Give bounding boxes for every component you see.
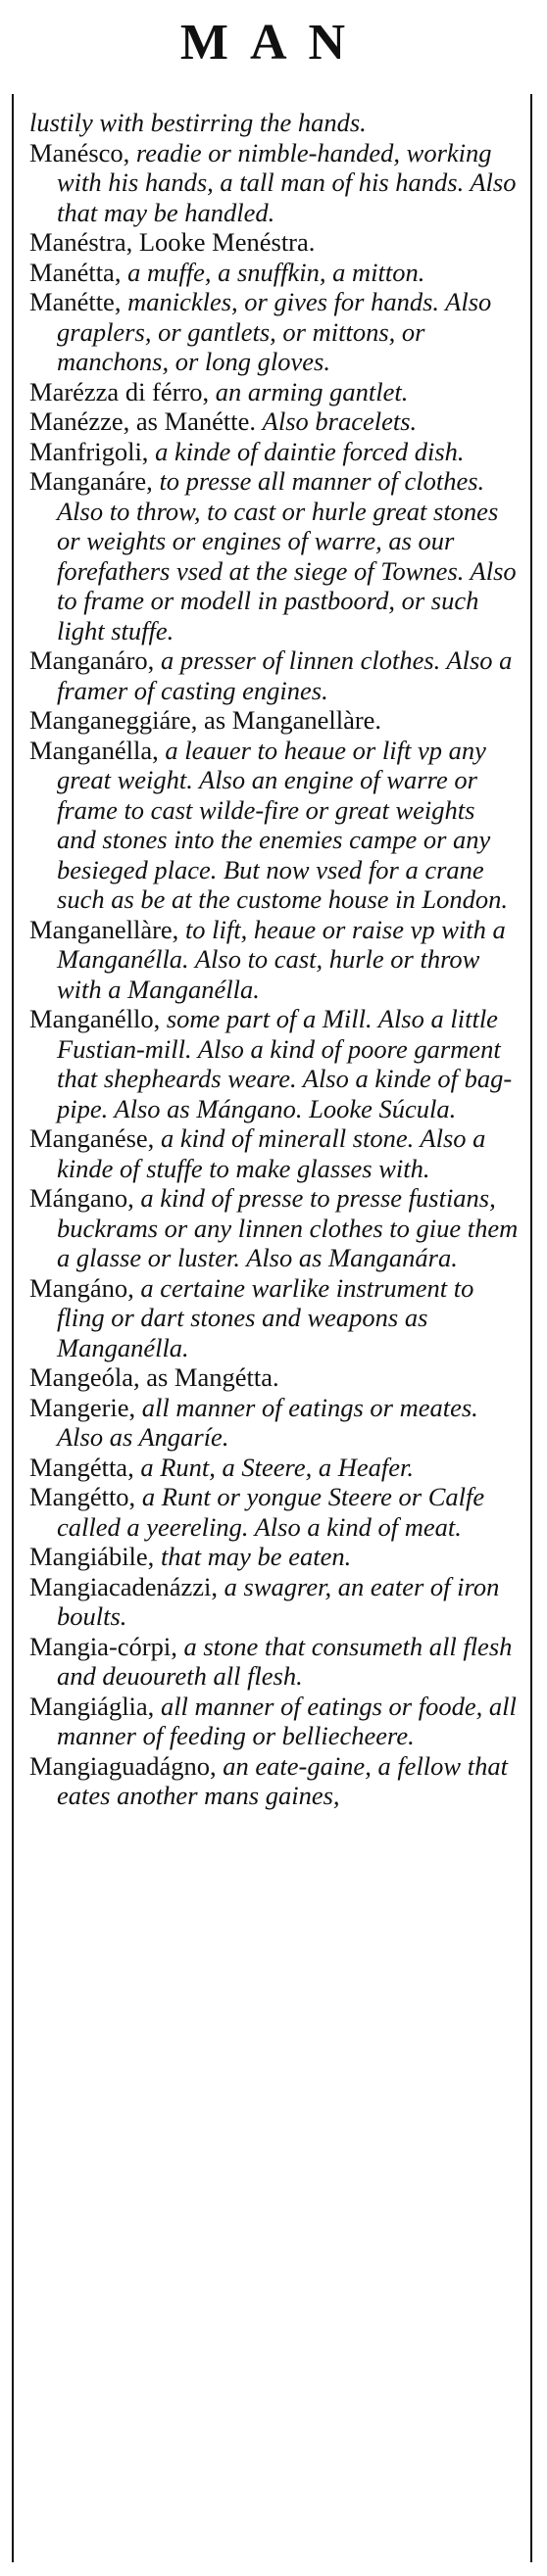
entry-definition: manickles, or gives for hands. Also graplers, or gantlets, or mittons, or manchons, or long gloves. [57, 287, 492, 376]
entry-definition: a swagrer, an eater of iron boults. [57, 1571, 500, 1631]
entry-headword: Manganéllo, [29, 1004, 161, 1033]
entry-definition: a presser of linnen clothes. Also a framer of casting engines. [57, 645, 513, 705]
entry-headword: Mangáno, [29, 1272, 134, 1303]
entry-definition: readie or nimble-handed, working with his hands, a tall man of his hands. Also that may be handled. [57, 137, 517, 227]
dictionary-entry [29, 1572, 520, 1632]
right-column-rule [530, 94, 532, 2562]
entry-headword: Marézza di férro, [29, 376, 210, 406]
entry-headword: Mangeóla, as Mangétta. [29, 1362, 279, 1392]
entry-definition: an eate-gaine, a fellow that eates another mans gaines, [57, 1750, 508, 1810]
entry-definition: all manner of eatings or foode, all manner of feeding or belliecheere. [57, 1691, 517, 1750]
page-header: MAN [179, 15, 368, 71]
dictionary-entry [29, 1123, 520, 1183]
dictionary-entry [29, 258, 520, 288]
dictionary-entries [29, 108, 520, 1811]
entry-headword: Mangiábile, [29, 1542, 155, 1571]
entry-headword: Mangiáglia, [29, 1691, 155, 1721]
entry-headword: Manganése, [29, 1123, 155, 1153]
entry-definition: Also bracelets. [262, 406, 418, 436]
entry-headword: Mangiaguadágno, [29, 1750, 217, 1781]
dictionary-entry [29, 1692, 520, 1751]
dictionary-entry [29, 406, 520, 437]
entry-headword: Manfrigoli, [29, 436, 149, 466]
dictionary-entry [29, 227, 520, 258]
entry-definition: a kinde of daintie forced dish. [155, 436, 465, 466]
entry-headword: Mangiacadenázzi, [29, 1571, 219, 1601]
entry-headword: Manganáre, [29, 466, 153, 496]
entry-headword: Mángano, [29, 1183, 134, 1213]
entry-definition: a kind of minerall stone. Also a kinde of stuffe to make glasses with. [57, 1123, 486, 1183]
dictionary-entry [29, 1453, 520, 1483]
entry-definition: a kind of presse to presse fustians, buckrams or any linnen clothes to giue them a glasse or luster. Also as Manganára. [57, 1183, 519, 1272]
entry-definition: a muffe, a snuffkin, a mitton. [127, 257, 425, 287]
entry-definition: that may be eaten. [160, 1542, 352, 1571]
dictionary-entry [29, 466, 520, 645]
entry-definition: some part of a Mill. Also a little Fustian-mill. Also a kind of poore garment that shepheards weare. Also a kinde of bag-pipe. Also as Mángano. Looke Súcula. [57, 1004, 513, 1123]
dictionary-entry [29, 736, 520, 915]
entry-definition: all manner of eatings or meates. Also as Angaríe. [57, 1392, 478, 1452]
entry-definition: a Runt or yongue Steere or Calfe called a yeereling. Also a kind of meat. [57, 1482, 485, 1542]
entry-headword: Manganellàre, [29, 914, 179, 944]
entry-headword: Manézze, as Manétte. [29, 406, 257, 436]
entry-definition: to lift, heaue or raise vp with a Manganélla. Also to cast, hurle or throw with a Manganélla. [57, 914, 506, 1004]
dictionary-entry [29, 1362, 520, 1393]
entry-definition: an arming gantlet. [215, 376, 409, 406]
entry-definition: lustily with bestirring the hands. [29, 108, 367, 137]
dictionary-entry [29, 138, 520, 228]
dictionary-entry [29, 645, 520, 705]
dictionary-entry [29, 287, 520, 377]
dictionary-entry [29, 1751, 520, 1811]
entry-headword: Manétta, [29, 257, 122, 287]
dictionary-entry [29, 1183, 520, 1273]
entry-headword: Manganélla, [29, 735, 159, 765]
entry-headword: Manésco, [29, 137, 130, 167]
dictionary-entry [29, 437, 520, 467]
entry-definition: a Runt, a Steere, a Heafer. [140, 1452, 415, 1482]
entry-headword: Manétte, [29, 287, 122, 316]
entry-headword: Mangétto, [29, 1482, 136, 1511]
entry-headword: Mangerie, [29, 1392, 136, 1422]
dictionary-entry [29, 1004, 520, 1123]
left-column-rule [12, 94, 14, 2562]
dictionary-entry [29, 705, 520, 736]
entry-definition: a leauer to heaue or lift vp any great weight. Also an engine of warre or frame to cast wilde-fire or great weights and stones into the enemies campe or any besieged place. But now vsed for a crane such as be at the custome house in London. [57, 735, 509, 914]
dictionary-entry [29, 1273, 520, 1363]
dictionary-entry [29, 1542, 520, 1572]
entry-headword: Manéstra, Looke Menéstra. [29, 227, 316, 257]
entry-headword: Manganáro, [29, 645, 155, 675]
entry-definition: to presse all manner of clothes. Also to throw, to cast or hurle great stones or weights or engines of warre, as our forefathers vsed at the siege of Townes. Also to frame or modell in pastboord, or such light stuffe. [57, 466, 517, 645]
dictionary-entry [29, 1482, 520, 1542]
dictionary-entry [29, 108, 520, 138]
dictionary-entry [29, 377, 520, 407]
entry-definition: a stone that consumeth all flesh and deuoureth all flesh. [57, 1631, 513, 1691]
entry-headword: Manganeggiáre, as Manganellàre. [29, 705, 382, 735]
dictionary-entry [29, 1632, 520, 1692]
dictionary-entry [29, 915, 520, 1005]
entry-definition: a certaine warlike instrument to fling or dart stones and weapons as Manganélla. [57, 1272, 474, 1362]
entry-headword: Mangétta, [29, 1452, 134, 1482]
entry-headword: Mangia-córpi, [29, 1631, 177, 1661]
dictionary-entry [29, 1393, 520, 1453]
